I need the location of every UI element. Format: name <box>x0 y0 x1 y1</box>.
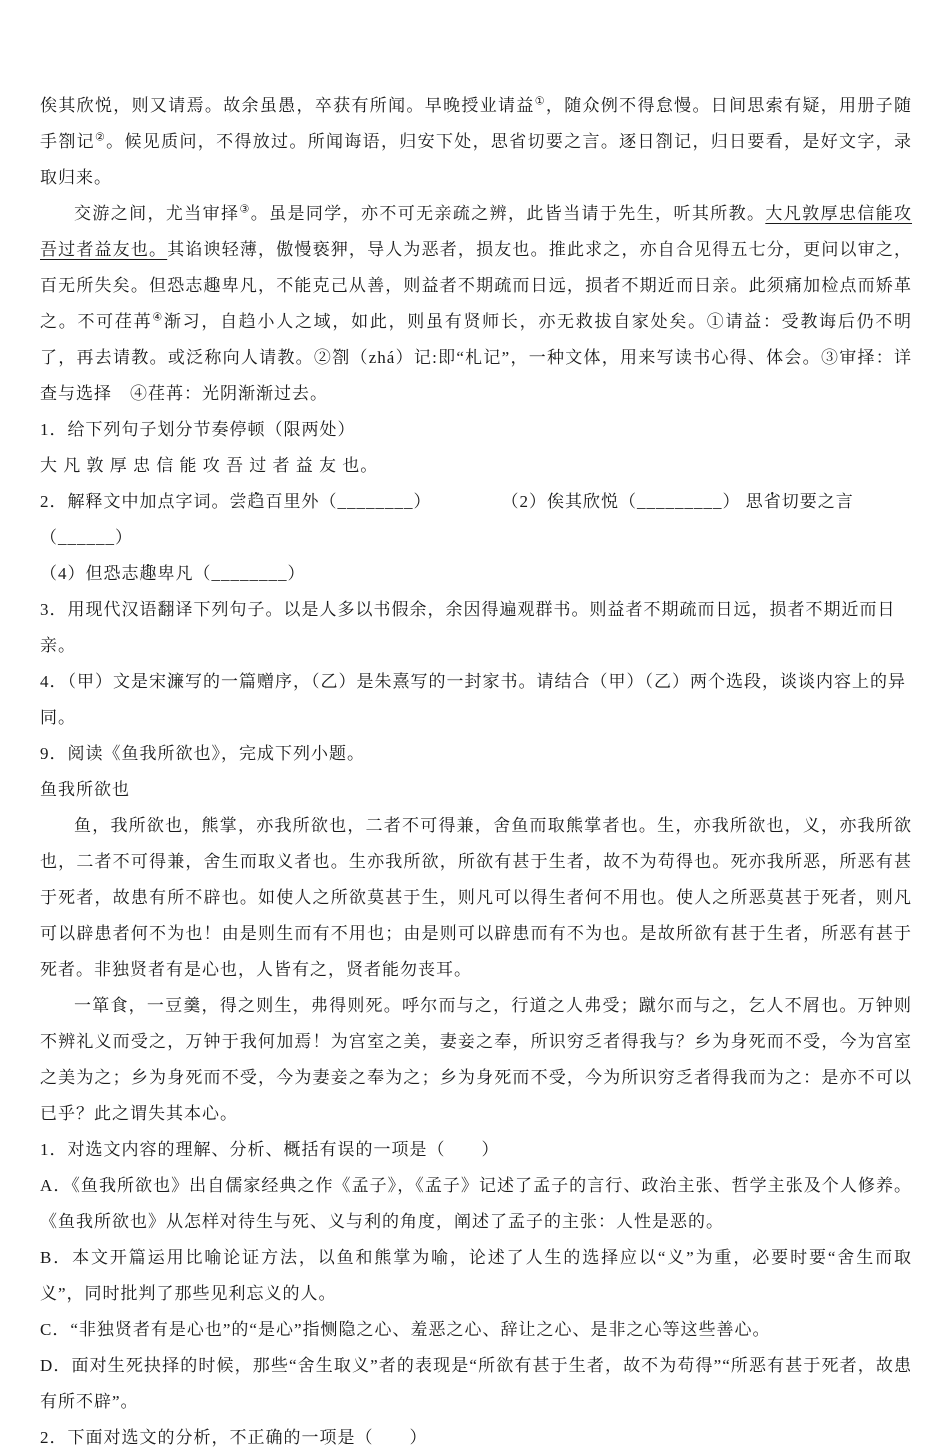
text-segment: 俟其欣悦，则又请焉。故余虽愚，卒获有所闻。早晚授业请益 <box>40 96 535 115</box>
option-d: D．面对生死抉择的时候，那些“舍生取义”者的表现是“所欲有甚于生者，故不为苟得”“所恶有甚于死者，故患有所不辟”。 <box>40 1356 912 1411</box>
footnote-marker: ③ <box>239 203 251 216</box>
footnote-marker: ① <box>534 95 546 108</box>
text-segment: 切要之言（______） <box>40 492 854 547</box>
question-4-comparison: 4．（甲）文是宋濂写的一篇赠序，（乙）是朱熹写的一封家书。请结合（甲）（乙）两个选段，谈谈内容上的异同。 <box>40 672 906 727</box>
reading-question-1: 1．对选文内容的理解、分析、概括有误的一项是（ ） <box>40 1140 500 1159</box>
fish-passage-paragraph-2: 一箪食，一豆羹，得之则生，弗得则死。呼尔而与之，行道之人弗受；蹴尔而与之，乞人不屑也。万钟则不辨礼义而受之，万钟于我何加焉！为宫室之美，妻妾之奉，所识穷乏者得我与？乡为身死而不受，今为宫室之美为之；乡为身死而不受，今为妻妾之奉为之；乡为身死而不受，今为所识穷乏者得我而为之：是亦不可以已乎？此之谓失其本心。 <box>40 996 912 1123</box>
emphasized-character: 趣 • <box>140 556 158 592</box>
question-3-translation: 3．用现代汉语翻译下列句子。以是人多以书假余，余因得遍观群书。则益者不期疏而日远，损者不期近而日亲。 <box>40 600 896 655</box>
question-9-reading: 9．阅读《鱼我所欲也》，完成下列小题。 <box>40 744 365 763</box>
text-segment: 百里外（________） <box>265 492 432 511</box>
text-segment: 。虽是同学，亦不可无亲疏之辨，此皆当请于先生，听其所教。 <box>250 204 766 223</box>
question-1-target-sentence: 大 凡 敦 厚 忠 信 能 攻 吾 过 者 益 友 也。 <box>40 456 379 475</box>
text-segment: （4）但恐志 <box>40 564 140 583</box>
fish-passage-title: 鱼我所欲也 <box>40 780 130 799</box>
emphasized-character: 省 • <box>764 484 782 520</box>
text-segment: 卑凡（________） <box>157 564 306 583</box>
question-2-line-2 <box>40 556 912 592</box>
text-segment: 2．解释文中加点字词。尝 <box>40 492 248 511</box>
text-segment: 。候见质问，不得放过。所闻诲语，归安下处，思省切要之言。逐日劄记，归日要看，是好文字，录取归来。 <box>40 132 912 187</box>
question-1-pause-division: 1．给下列句子划分节奏停顿（限两处） <box>40 420 356 439</box>
text-segment: 其谄谀轻薄，傲慢亵狎，导人为恶者，损友也。推此求之，亦自合见得五七分，更问以审之，百无所失矣。但恐志趣卑凡，不能克己从善，则益者不期疏而日远，损者不期近而日亲。此须痛加检点而矫革之。不可荏苒 <box>40 240 913 331</box>
underlined-text: 大凡敦厚忠信能攻吾过者益友也。 <box>40 204 913 259</box>
option-b: B．本文开篇运用比喻论证方法，以鱼和熊掌为喻，论述了人生的选择应以“义”为重，必要时要“舍生而取义”，同时批判了那些见利忘义的人。 <box>40 1248 912 1303</box>
emphasized-character: 趋 • <box>248 484 266 520</box>
footnote-marker: ④ <box>152 311 164 324</box>
option-c: C．“非独贤者有是心也”的“是心”指恻隐之心、羞恶之心、辞让之心、是非之心等这些善心。 <box>40 1320 771 1339</box>
reading-question-2: 2．下面对选文的分析，不正确的一项是（ ） <box>40 1428 428 1447</box>
document-body <box>40 88 912 1456</box>
fish-passage-paragraph-1: 鱼，我所欲也，熊掌，亦我所欲也，二者不可得兼，舍鱼而取熊掌者也。生，亦我所欲也，义，亦我所欲也，二者不可得兼，舍生而取义者也。生亦我所欲，所欲有甚于生者，故不为苟得也。死亦我所恶，所恶有甚于死者，故患有所不辟也。如使人之所欲莫甚于生，则凡可以得生者何不用也。使人之所恶莫甚于死者，则凡可以辟患者何不为也！由是则生而有不用也；由是则可以辟患而有不为也。是故所欲有甚于生者，所恶有甚于死者。非独贤者有是心也，人皆有之，贤者能勿丧耳。 <box>40 816 912 979</box>
text-segment: 渐习，自趋小人之域，如此，则虽有贤师长，亦无救拔自家处矣。①请益：受教诲后仍不明了，再去请教。或泛称向人请教。②劄（zhá）记:即“札记”，一种文体，用来写读书心得、体会。③审择：详查与选择 ④荏苒：光阴渐渐过去。 <box>40 312 913 403</box>
option-a: A．《鱼我所欲也》出自儒家经典之作《孟子》，《孟子》记述了孟子的言行、政治主张、哲学主张及个人修养。《鱼我所欲也》从怎样对待生与死、义与利的角度，阐述了孟子的主张：人性是恶的。 <box>40 1176 912 1231</box>
text-segment: ，随众例不得怠慢。日间思索有疑，用册子随手劄记 <box>40 96 913 151</box>
passage-yi-paragraph-1 <box>40 88 912 196</box>
text-segment: （2）俟其欣悦（_________） 思 <box>501 492 764 511</box>
text-segment: 交游之间，尤当审择 <box>74 204 240 223</box>
footnote-marker: ② <box>94 131 107 144</box>
passage-yi-paragraph-2 <box>40 196 912 412</box>
question-2-line-1 <box>40 484 912 556</box>
